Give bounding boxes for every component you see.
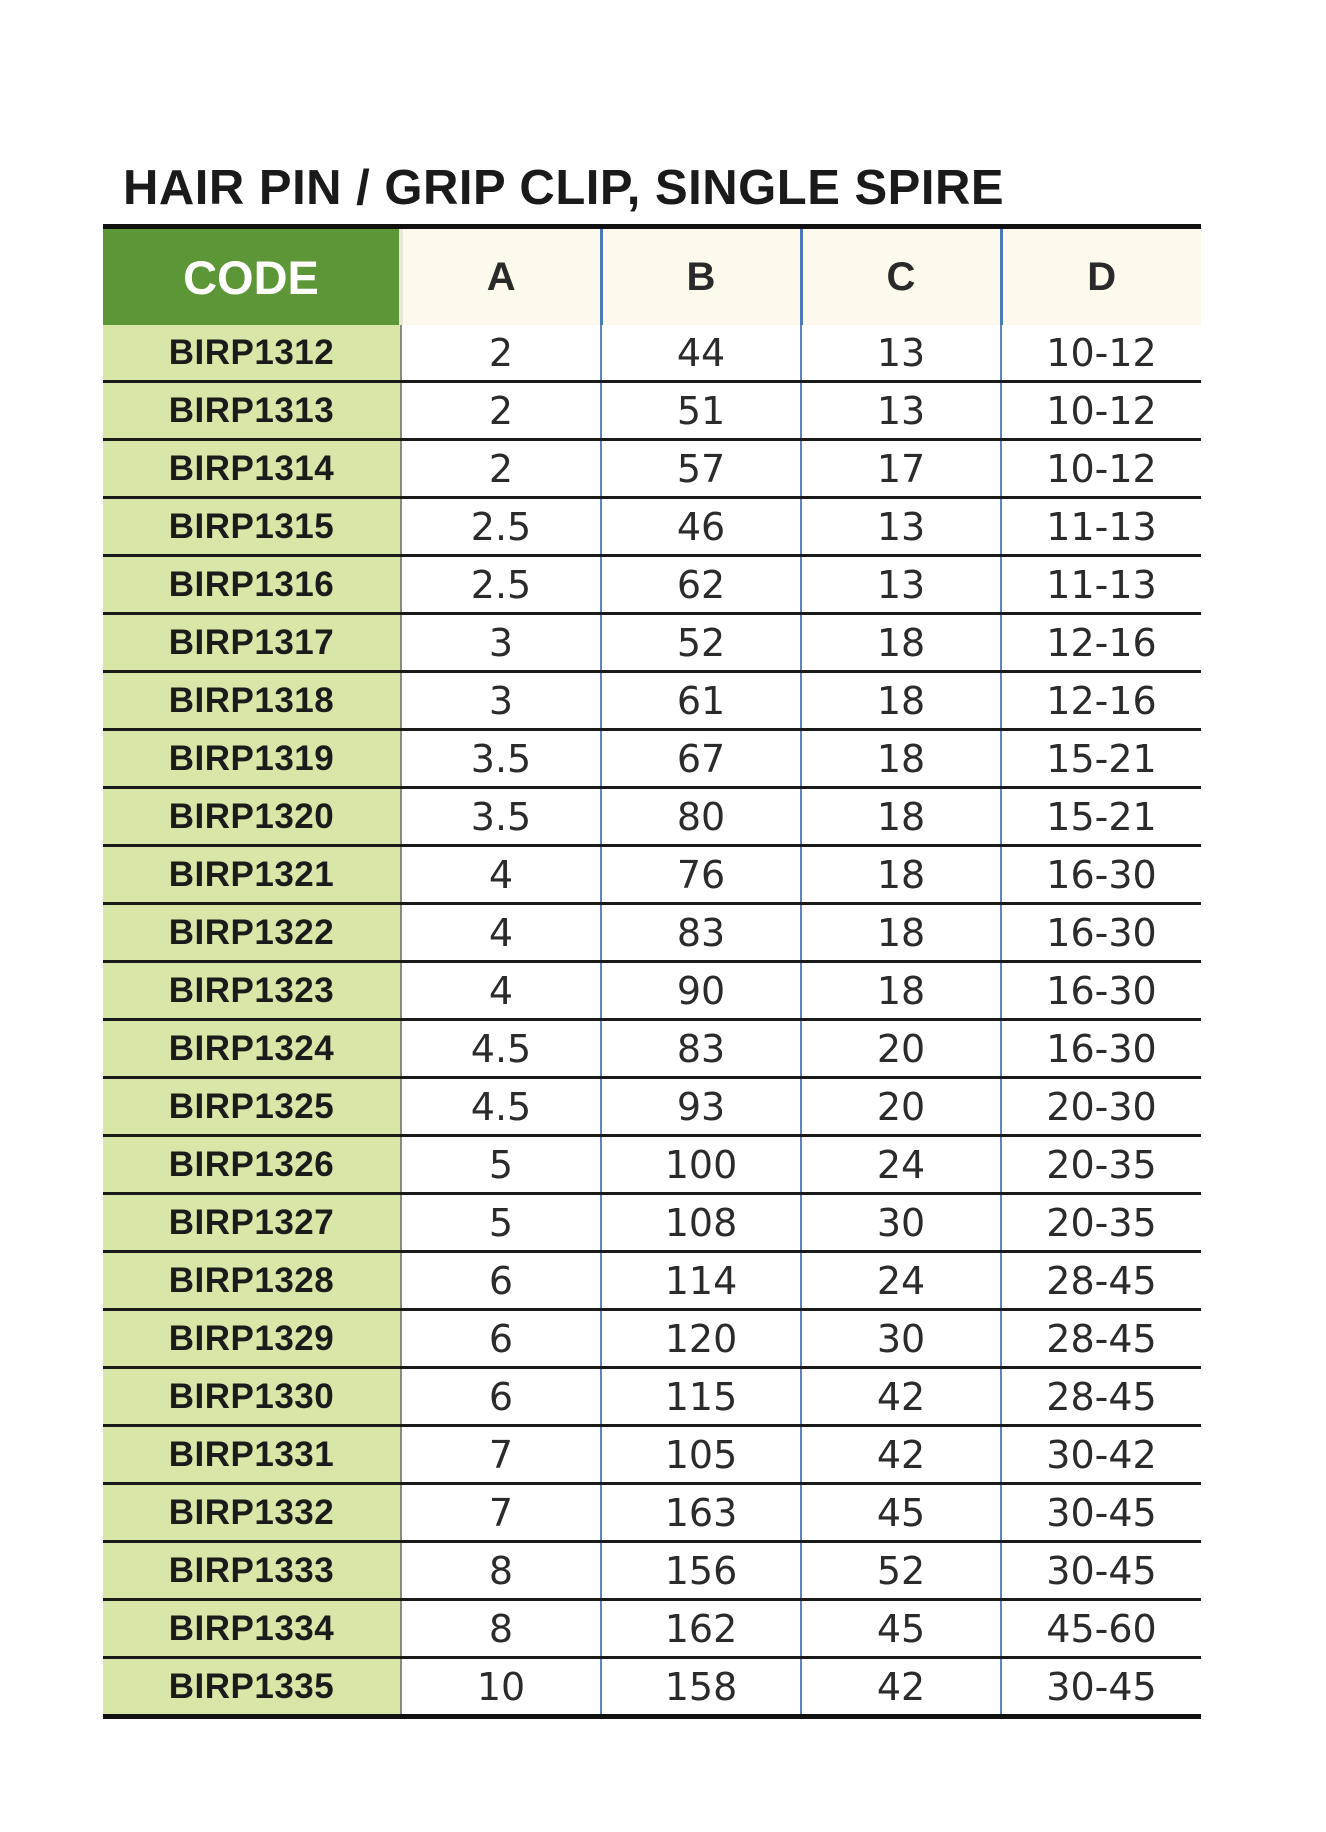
table-row	[103, 440, 1201, 498]
b-cell: 76	[601, 846, 801, 904]
code-cell: BIRP1319	[103, 730, 401, 788]
b-cell: 44	[601, 325, 801, 382]
table-row	[103, 962, 1201, 1020]
code-cell: BIRP1320	[103, 788, 401, 846]
c-cell: 18	[801, 962, 1001, 1020]
code-cell: BIRP1324	[103, 1020, 401, 1078]
a-cell: 7	[401, 1426, 601, 1484]
code-cell: BIRP1326	[103, 1136, 401, 1194]
code-cell: BIRP1330	[103, 1368, 401, 1426]
a-cell: 2	[401, 440, 601, 498]
c-cell: 13	[801, 498, 1001, 556]
c-cell: 18	[801, 672, 1001, 730]
table-row	[103, 1136, 1201, 1194]
d-cell: 30-42	[1001, 1426, 1201, 1484]
column-header-code: CODE	[103, 229, 401, 325]
d-cell: 12-16	[1001, 672, 1201, 730]
b-cell: 61	[601, 672, 801, 730]
b-cell: 57	[601, 440, 801, 498]
a-cell: 7	[401, 1484, 601, 1542]
a-cell: 3	[401, 672, 601, 730]
table-row	[103, 1600, 1201, 1658]
code-cell: BIRP1313	[103, 382, 401, 440]
a-cell: 2.5	[401, 556, 601, 614]
a-cell: 2	[401, 382, 601, 440]
code-cell: BIRP1334	[103, 1600, 401, 1658]
table-row	[103, 1368, 1201, 1426]
code-cell: BIRP1328	[103, 1252, 401, 1310]
code-cell: BIRP1316	[103, 556, 401, 614]
column-header-a: A	[401, 229, 601, 325]
c-cell: 17	[801, 440, 1001, 498]
code-cell: BIRP1321	[103, 846, 401, 904]
spec-table	[103, 229, 1201, 1719]
c-cell: 20	[801, 1020, 1001, 1078]
table-row	[103, 672, 1201, 730]
a-cell: 6	[401, 1252, 601, 1310]
b-cell: 67	[601, 730, 801, 788]
b-cell: 156	[601, 1542, 801, 1600]
table-row	[103, 556, 1201, 614]
d-cell: 15-21	[1001, 788, 1201, 846]
b-cell: 46	[601, 498, 801, 556]
table-row	[103, 498, 1201, 556]
a-cell: 8	[401, 1542, 601, 1600]
d-cell: 20-35	[1001, 1194, 1201, 1252]
a-cell: 4	[401, 962, 601, 1020]
d-cell: 28-45	[1001, 1368, 1201, 1426]
code-cell: BIRP1331	[103, 1426, 401, 1484]
a-cell: 8	[401, 1600, 601, 1658]
a-cell: 2.5	[401, 498, 601, 556]
a-cell: 3	[401, 614, 601, 672]
a-cell: 5	[401, 1136, 601, 1194]
b-cell: 83	[601, 1020, 801, 1078]
c-cell: 45	[801, 1600, 1001, 1658]
table-header-row	[103, 229, 1201, 325]
b-cell: 114	[601, 1252, 801, 1310]
d-cell: 28-45	[1001, 1310, 1201, 1368]
c-cell: 13	[801, 382, 1001, 440]
d-cell: 16-30	[1001, 904, 1201, 962]
d-cell: 12-16	[1001, 614, 1201, 672]
a-cell: 4	[401, 904, 601, 962]
code-cell: BIRP1323	[103, 962, 401, 1020]
b-cell: 80	[601, 788, 801, 846]
c-cell: 18	[801, 788, 1001, 846]
b-cell: 115	[601, 1368, 801, 1426]
b-cell: 51	[601, 382, 801, 440]
table-row	[103, 788, 1201, 846]
column-header-c: C	[801, 229, 1001, 325]
d-cell: 10-12	[1001, 325, 1201, 382]
table-row	[103, 904, 1201, 962]
table-row	[103, 1426, 1201, 1484]
page-title: HAIR PIN / GRIP CLIP, SINGLE SPIRE	[123, 161, 1005, 215]
d-cell: 30-45	[1001, 1542, 1201, 1600]
b-cell: 83	[601, 904, 801, 962]
b-cell: 62	[601, 556, 801, 614]
code-cell: BIRP1327	[103, 1194, 401, 1252]
a-cell: 6	[401, 1368, 601, 1426]
code-cell: BIRP1314	[103, 440, 401, 498]
table-row	[103, 730, 1201, 788]
c-cell: 42	[801, 1426, 1001, 1484]
d-cell: 10-12	[1001, 382, 1201, 440]
table-row	[103, 1542, 1201, 1600]
b-cell: 105	[601, 1426, 801, 1484]
code-cell: BIRP1325	[103, 1078, 401, 1136]
c-cell: 30	[801, 1310, 1001, 1368]
a-cell: 4.5	[401, 1020, 601, 1078]
c-cell: 42	[801, 1368, 1001, 1426]
b-cell: 120	[601, 1310, 801, 1368]
table-row	[103, 1078, 1201, 1136]
code-cell: BIRP1322	[103, 904, 401, 962]
table-row	[103, 382, 1201, 440]
table-row	[103, 1658, 1201, 1717]
b-cell: 158	[601, 1658, 801, 1717]
table-row	[103, 325, 1201, 382]
c-cell: 24	[801, 1252, 1001, 1310]
table-row	[103, 846, 1201, 904]
b-cell: 163	[601, 1484, 801, 1542]
c-cell: 45	[801, 1484, 1001, 1542]
a-cell: 4.5	[401, 1078, 601, 1136]
c-cell: 18	[801, 904, 1001, 962]
d-cell: 16-30	[1001, 962, 1201, 1020]
c-cell: 13	[801, 325, 1001, 382]
d-cell: 30-45	[1001, 1484, 1201, 1542]
d-cell: 16-30	[1001, 1020, 1201, 1078]
c-cell: 30	[801, 1194, 1001, 1252]
d-cell: 15-21	[1001, 730, 1201, 788]
a-cell: 10	[401, 1658, 601, 1717]
code-cell: BIRP1329	[103, 1310, 401, 1368]
a-cell: 6	[401, 1310, 601, 1368]
c-cell: 52	[801, 1542, 1001, 1600]
a-cell: 4	[401, 846, 601, 904]
b-cell: 93	[601, 1078, 801, 1136]
a-cell: 3.5	[401, 788, 601, 846]
code-cell: BIRP1333	[103, 1542, 401, 1600]
b-cell: 162	[601, 1600, 801, 1658]
d-cell: 10-12	[1001, 440, 1201, 498]
d-cell: 20-30	[1001, 1078, 1201, 1136]
c-cell: 13	[801, 556, 1001, 614]
c-cell: 18	[801, 730, 1001, 788]
c-cell: 24	[801, 1136, 1001, 1194]
table-row	[103, 1252, 1201, 1310]
d-cell: 11-13	[1001, 498, 1201, 556]
column-header-b: B	[601, 229, 801, 325]
column-header-d: D	[1001, 229, 1201, 325]
d-cell: 28-45	[1001, 1252, 1201, 1310]
table-row	[103, 1194, 1201, 1252]
d-cell: 20-35	[1001, 1136, 1201, 1194]
c-cell: 42	[801, 1658, 1001, 1717]
b-cell: 90	[601, 962, 801, 1020]
d-cell: 45-60	[1001, 1600, 1201, 1658]
c-cell: 18	[801, 614, 1001, 672]
code-cell: BIRP1312	[103, 325, 401, 382]
table-body	[103, 325, 1201, 1717]
d-cell: 11-13	[1001, 556, 1201, 614]
b-cell: 108	[601, 1194, 801, 1252]
b-cell: 52	[601, 614, 801, 672]
code-cell: BIRP1315	[103, 498, 401, 556]
code-cell: BIRP1318	[103, 672, 401, 730]
code-cell: BIRP1335	[103, 1658, 401, 1717]
c-cell: 20	[801, 1078, 1001, 1136]
c-cell: 18	[801, 846, 1001, 904]
d-cell: 16-30	[1001, 846, 1201, 904]
table-row	[103, 1484, 1201, 1542]
table-row	[103, 1020, 1201, 1078]
code-cell: BIRP1317	[103, 614, 401, 672]
code-cell: BIRP1332	[103, 1484, 401, 1542]
d-cell: 30-45	[1001, 1658, 1201, 1717]
a-cell: 3.5	[401, 730, 601, 788]
table-row	[103, 614, 1201, 672]
a-cell: 5	[401, 1194, 601, 1252]
a-cell: 2	[401, 325, 601, 382]
table-row	[103, 1310, 1201, 1368]
b-cell: 100	[601, 1136, 801, 1194]
